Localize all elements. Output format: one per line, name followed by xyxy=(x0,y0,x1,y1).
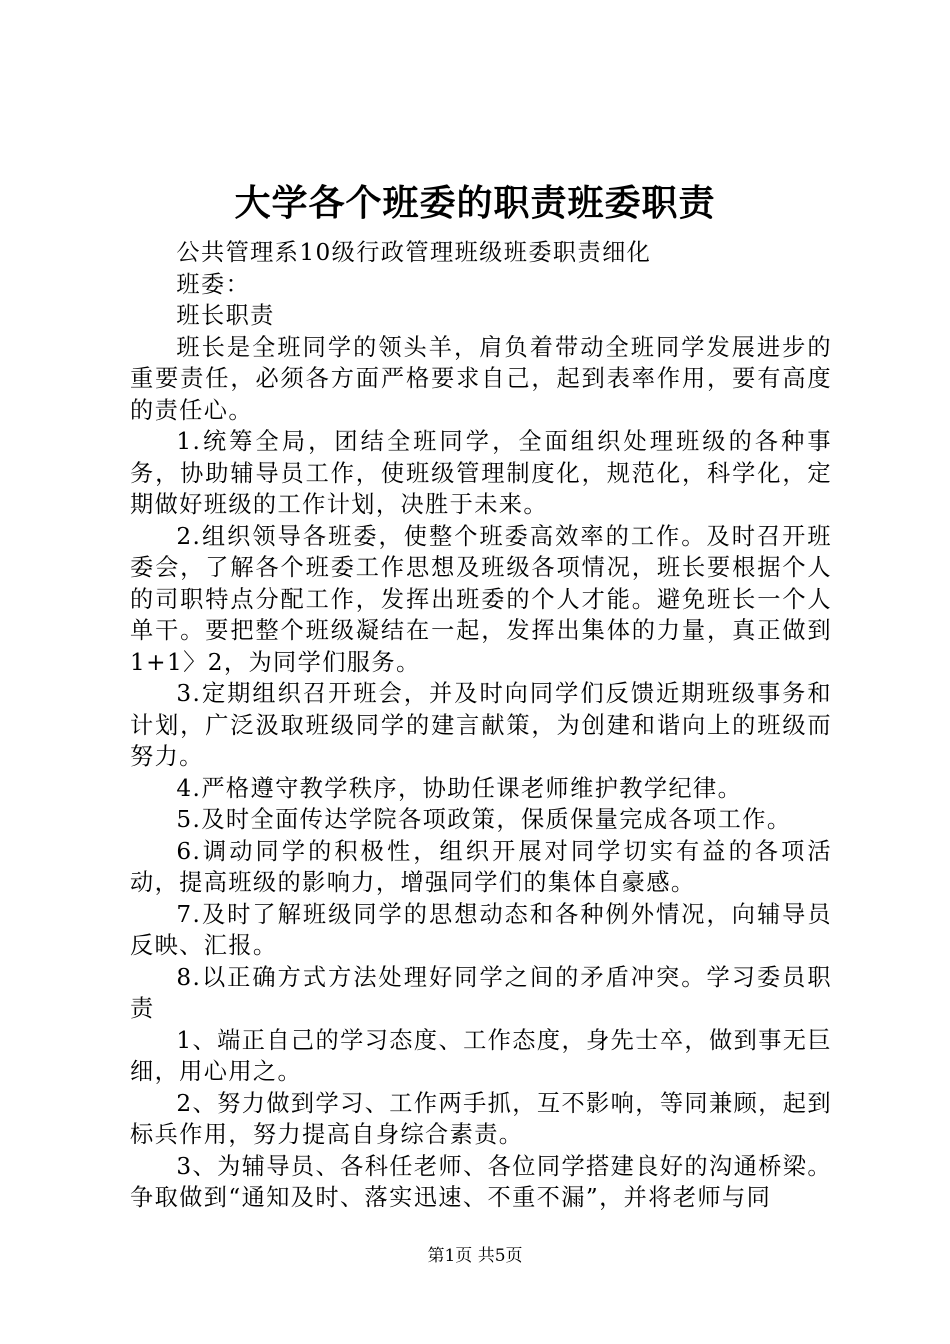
document-title: 大学各个班委的职责班委职责 xyxy=(234,183,716,224)
paragraph-item-6: 6.调动同学的积极性，组织开展对同学切实有益的各项活动，提高班级的影响力，增强同学们的集体自豪感。 xyxy=(130,837,832,896)
paragraph-item-2: 2.组织领导各班委，使整个班委高效率的工作。及时召开班委会，了解各个班委工作思想及班级各项情况，班长要根据个人的司职特点分配工作，发挥出班委的个人才能。避免班长一个人单干。要把整个班级凝结在一起，发挥出集体的力量，真正做到1+1〉2，为同学们服务。 xyxy=(130,522,832,676)
paragraph-committee-label: 班委： xyxy=(176,270,251,298)
paragraph-monitor-intro: 班长是全班同学的领头羊，肩负着带动全班同学发展进步的重要责任，必须各方面严格要求自己，起到表率作用，要有高度的责任心。 xyxy=(130,333,832,424)
page-number-footer: 第1页 共5页 xyxy=(427,1246,523,1266)
paragraph-item-5: 5.及时全面传达学院各项政策，保质保量完成各项工作。 xyxy=(176,806,792,833)
paragraph-item-3: 3.定期组织召开班会，并及时向同学们反馈近期班级事务和计划，广泛汲取班级同学的建言献策，为创建和谐向上的班级而努力。 xyxy=(130,680,832,770)
paragraph-item-1: 1.统筹全局，团结全班同学，全面组织处理班级的各种事务，协助辅导员工作，使班级管理制度化，规范化，科学化，定期做好班级的工作计划，决胜于未来。 xyxy=(130,428,832,518)
paragraph-item-4: 4.严格遵守教学秩序，协助任课老师维护教学纪律。 xyxy=(176,774,743,802)
paragraph-monitor-heading: 班长职责 xyxy=(176,302,275,329)
paragraph-item-8: 8.以正确方式方法处理好同学之间的矛盾冲突。学习委员职责 xyxy=(130,963,832,1022)
paragraph-subtitle: 公共管理系10级行政管理班级班委职责细化 xyxy=(176,239,652,266)
document-body xyxy=(130,237,832,1214)
paragraph-study-1: 1、端正自己的学习态度、工作态度，身先士卒，做到事无巨细，用心用之。 xyxy=(130,1026,832,1085)
paragraph-study-3: 3、为辅导员、各科任老师、各位同学搭建良好的沟通桥梁。争取做到“通知及时、落实迅速、不重不漏”，并将老师与同 xyxy=(130,1152,832,1211)
paragraph-item-7: 7.及时了解班级同学的思想动态和各种例外情况，向辅导员反映、汇报。 xyxy=(130,900,832,959)
paragraph-study-2: 2、努力做到学习、工作两手抓，互不影响，等同兼顾，起到标兵作用，努力提高自身综合素责。 xyxy=(130,1089,832,1148)
